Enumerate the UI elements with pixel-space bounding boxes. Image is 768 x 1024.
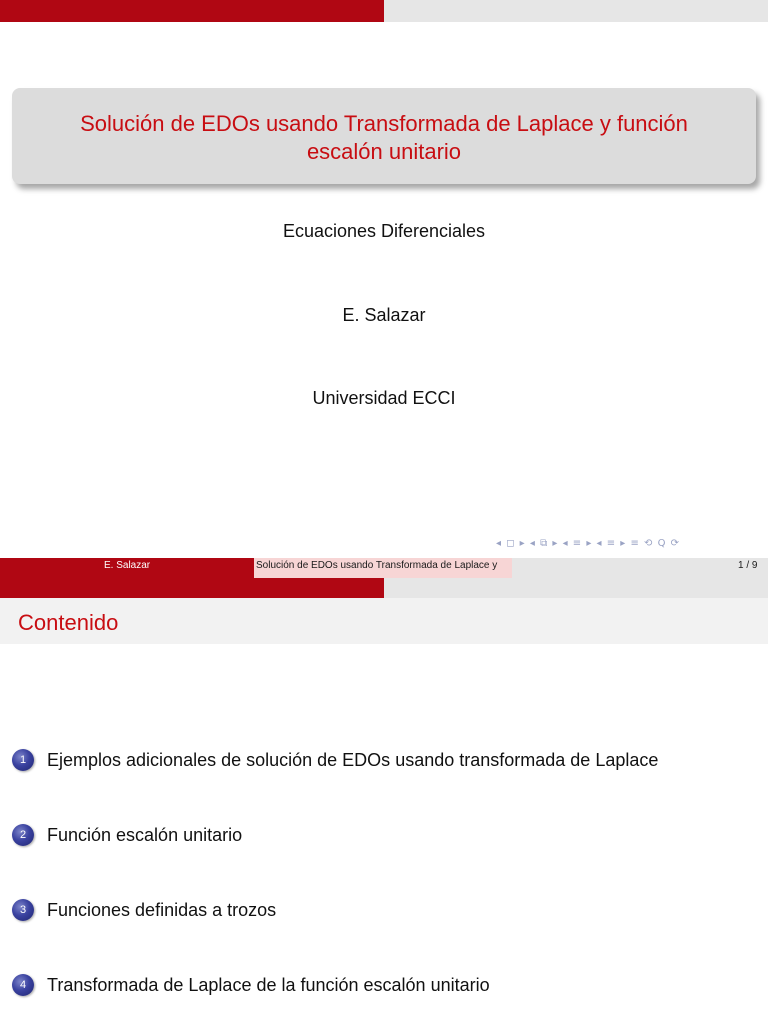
footer-gray-strip <box>384 578 768 598</box>
subtitle: Ecuaciones Diferenciales <box>282 221 486 241</box>
footer-red-strip <box>254 578 384 598</box>
toc-bullet-icon: 1 <box>12 749 34 771</box>
toc-item[interactable] <box>12 972 752 998</box>
institute: Universidad ECCI <box>312 388 456 408</box>
toc-bullet-icon: 4 <box>12 974 34 996</box>
slide-title-line2: escalón unitario <box>306 139 462 164</box>
top-bar-red <box>0 0 384 22</box>
toc-bullet-icon: 3 <box>12 899 34 921</box>
toc-item-label: Función escalón unitario <box>47 824 243 845</box>
toc-item[interactable] <box>12 822 752 848</box>
author: E. Salazar <box>342 305 426 325</box>
toc-bullet-icon: 2 <box>12 824 34 846</box>
toc-item-label: Funciones definidas a trozos <box>47 899 277 920</box>
footer-page-bar <box>512 558 768 578</box>
toc-item[interactable] <box>12 747 752 773</box>
toc-item-label: Transformada de Laplace de la función escalón unitario <box>47 974 490 995</box>
section-title: Contenido <box>18 610 119 635</box>
slide-title <box>12 110 756 166</box>
beamer-navigation-icons[interactable]: ◂ ◻ ▸ ◂ ⧉ ▸ ◂ ≡ ▸ ◂ ≡ ▸ ≡ ⟲ Q ⟳ <box>496 538 681 549</box>
slide-title-line1: Solución de EDOs usando Transformada de Laplace y función <box>80 111 688 136</box>
toc-item[interactable] <box>12 897 752 923</box>
footer-author: E. Salazar <box>104 560 151 571</box>
top-bar-gray <box>384 0 768 22</box>
footer-short-title: Solución de EDOs usando Transformada de Laplace y <box>256 560 498 571</box>
footer-page-number: 1 / 9 <box>738 560 758 571</box>
toc-item-label: Ejemplos adicionales de solución de EDOs usando transformada de Laplace <box>47 749 659 770</box>
